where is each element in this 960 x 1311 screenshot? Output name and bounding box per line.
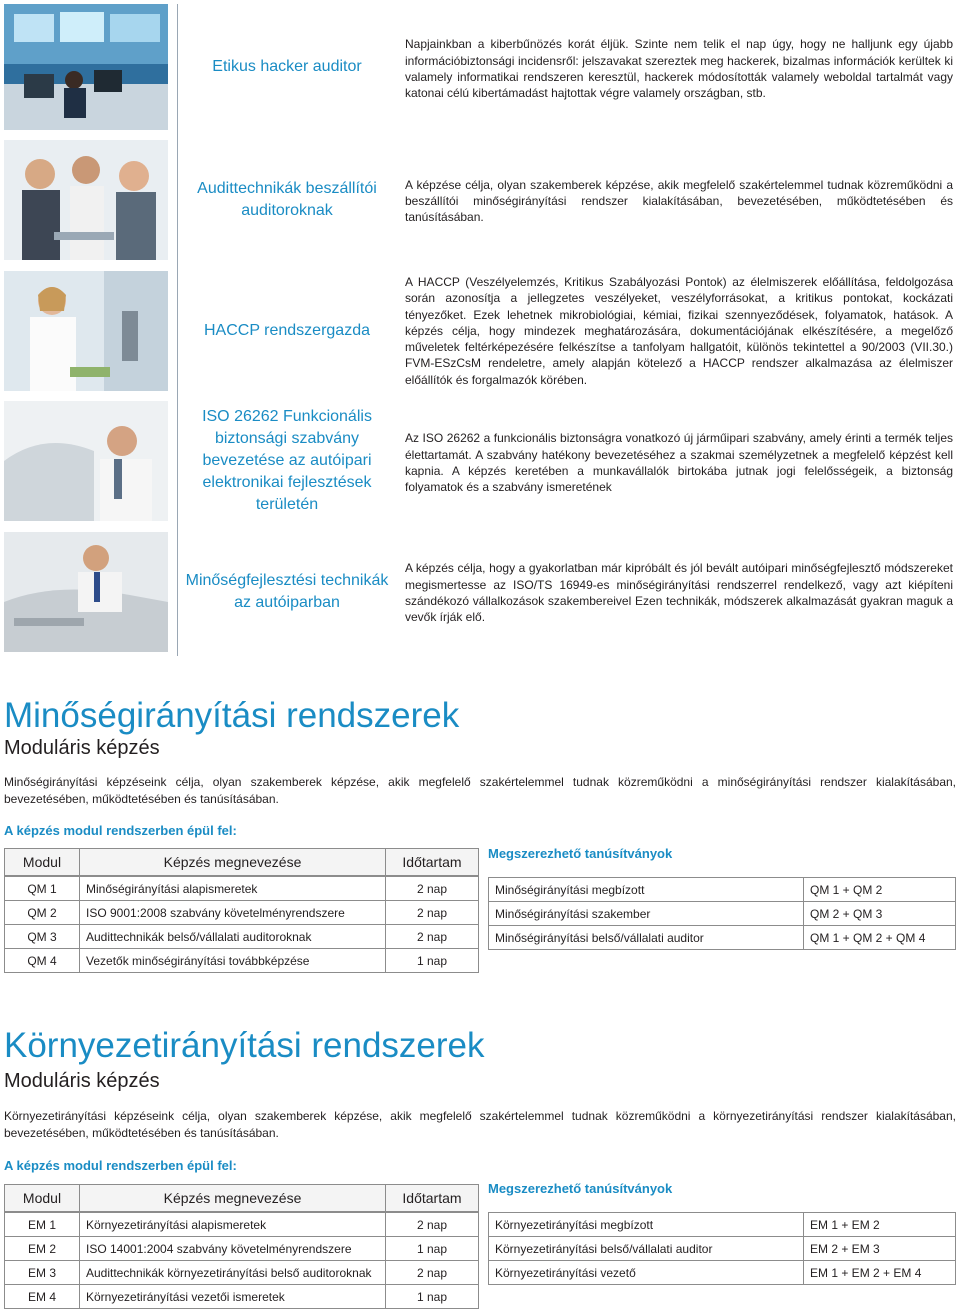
certificates-table — [488, 877, 956, 950]
module-duration: 2 nap — [386, 1212, 479, 1237]
module-duration: 2 nap — [386, 925, 479, 949]
section-title: Minőségirányítási rendszerek — [4, 696, 460, 735]
table-row — [489, 878, 956, 902]
lab-scientist-photo — [4, 271, 168, 391]
certificate-name: Minőségirányítási megbízott — [489, 878, 804, 902]
certificate-requirement: QM 1 + QM 2 — [804, 878, 956, 902]
section-intro: Minőségirányítási képzéseink célja, olyan szakemberek képzése, akik megfelelő szakértelemmel tudnak közreműködni a minőségirányítási rendszer kialakításában, bevezetésében, működtetésében és tanúsításában. — [4, 775, 956, 806]
certificates-heading: Megszerezhető tanúsítványok — [488, 846, 673, 861]
module-name: ISO 9001:2008 szabvány követelményrendszere — [80, 901, 386, 925]
certificate-requirement: QM 2 + QM 3 — [804, 902, 956, 926]
module-code: EM 2 — [5, 1237, 80, 1261]
certificate-requirement: EM 2 + EM 3 — [804, 1237, 956, 1261]
module-name: Audittechnikák belső/vállalati auditoroknak — [80, 925, 386, 949]
column-header: Időtartam — [386, 849, 479, 877]
section-title: Környezetirányítási rendszerek — [4, 1026, 485, 1065]
certificate-name: Környezetirányítási megbízott — [489, 1213, 804, 1237]
modules-table — [4, 848, 479, 973]
column-header: Modul — [5, 849, 80, 877]
certificate-requirement: EM 1 + EM 2 + EM 4 — [804, 1261, 956, 1285]
section-subtitle: Moduláris képzés — [4, 1070, 160, 1092]
table-row — [489, 1237, 956, 1261]
module-duration: 2 nap — [386, 1261, 479, 1285]
table-row — [5, 925, 479, 949]
course-description: A képzése célja, olyan szakemberek képzése, akik megfelelő szakértelemmel tudnak közreműködni a beszállítói minőségirányítási rendszer kialakításában, bevezetésében, működtetésében és tanúsításában. — [405, 177, 953, 225]
module-code: QM 1 — [5, 876, 80, 901]
certificate-name: Környezetirányítási vezető — [489, 1261, 804, 1285]
modules-heading: A képzés modul rendszerben épül fel: — [4, 823, 237, 838]
course-title: Audittechnikák beszállítói auditoroknak — [197, 180, 377, 219]
table-row — [489, 1213, 956, 1237]
business-team-photo — [4, 140, 168, 260]
table-row — [5, 1237, 479, 1261]
table-row — [5, 1212, 479, 1237]
module-code: QM 2 — [5, 901, 80, 925]
module-duration: 2 nap — [386, 901, 479, 925]
module-name: Vezetők minőségirányítási továbbképzése — [80, 949, 386, 973]
course-description: Napjainkban a kiberbűnözés korát éljük. Szinte nem telik el nap úgy, hogy ne halljunk egy újabb információbiztonsági incidensről: jelszavakat szereztek meg hackerek, bizalmas információk kerültek ki valamely informatikai rendszeren keresztül, hackerek módosították valamely weboldal tartalmát vagy katonai célú kibertámadást hajtottak végre valamely országban, stb. — [405, 37, 953, 101]
column-header: Képzés megnevezése — [80, 1185, 386, 1213]
module-code: QM 4 — [5, 949, 80, 973]
column-header: Időtartam — [386, 1185, 479, 1213]
module-name: Audittechnikák környezetirányítási belső auditoroknak — [80, 1261, 386, 1285]
table-row — [5, 876, 479, 901]
module-duration: 1 nap — [386, 1285, 479, 1309]
certificate-requirement: EM 1 + EM 2 — [804, 1213, 956, 1237]
course-description: A HACCP (Veszélyelemzés, Kritikus Szabályozási Pontok) az élelmiszerek előállítása, feldolgozása során azonosítja a jellegzetes veszélyeket, veszélyforrásokat, a kritikus pontokat, kockázati tényezőket. Ezek lehetnek mikrobiológiai, kémiai, fizikai szennyeződések, folyamatok, hatások. A képzés célja, hogy mindezek meghatározására, dokumentációjának elkészítésére, a megelőző műveletek feltérképezésére felkészítse a tanfolyam hallgatóit, különös tekintettel a 90/2003 (VII.30.) FVM-ESzCsM rendeletre, amely alapján kötelező a HACCP rendszer alkalmazása az élelmiszer előállítók és forgalmazók körében. — [405, 274, 953, 387]
course-title: Minőségfejlesztési technikák az autóiparban — [185, 572, 389, 611]
modules-table — [4, 1184, 479, 1309]
module-code: QM 3 — [5, 925, 80, 949]
module-name: Minőségirányítási alapismeretek — [80, 876, 386, 901]
certificates-heading: Megszerezhető tanúsítványok — [488, 1181, 673, 1196]
table-header-row — [5, 849, 479, 877]
module-name: Környezetirányítási alapismeretek — [80, 1212, 386, 1237]
column-header: Modul — [5, 1185, 80, 1213]
car-inspector-photo — [4, 401, 168, 521]
module-name: Környezetirányítási vezetői ismeretek — [80, 1285, 386, 1309]
module-duration: 1 nap — [386, 949, 479, 973]
module-code: EM 4 — [5, 1285, 80, 1309]
column-header: Képzés megnevezése — [80, 849, 386, 877]
control-room-photo — [4, 4, 168, 130]
course-title: ISO 26262 Funkcionális biztonsági szabvány bevezetése az autóipari elektronikai fejlesztések területén — [202, 408, 372, 513]
table-row — [489, 926, 956, 950]
module-duration: 1 nap — [386, 1237, 479, 1261]
table-row — [489, 902, 956, 926]
section-intro: Környezetirányítási képzéseink célja, olyan szakemberek képzése, akik megfelelő szakértelemmel tudnak közreműködni a környezetirányítási rendszer kialakításában, bevezetésében, működtetésében és tanúsításában. — [4, 1109, 956, 1140]
module-code: EM 1 — [5, 1212, 80, 1237]
course-title: Etikus hacker auditor — [212, 58, 362, 75]
table-row — [5, 901, 479, 925]
table-row — [5, 949, 479, 973]
course-description: Az ISO 26262 a funkcionális biztonságra vonatkozó új járműipari szabvány, amely érinti a termék teljes élettartamát. A szabvány hatékony bevezetéséhez a szakmai személyzetnek a megfelelő képzést kell kapnia. A képzés keretében a munkavállalók birtokába jutnak jogi felelősségeik, a biztonság folyamatok és a szabvány ismeretének — [405, 431, 953, 495]
certificates-table — [488, 1212, 956, 1285]
table-header-row — [5, 1185, 479, 1213]
column-divider — [177, 4, 178, 656]
certificate-name: Környezetirányítási belső/vállalati auditor — [489, 1237, 804, 1261]
module-name: ISO 14001:2004 szabvány követelményrendszere — [80, 1237, 386, 1261]
certificate-name: Minőségirányítási belső/vállalati auditor — [489, 926, 804, 950]
section-subtitle: Moduláris képzés — [4, 737, 160, 759]
module-code: EM 3 — [5, 1261, 80, 1285]
modules-heading: A képzés modul rendszerben épül fel: — [4, 1158, 237, 1173]
course-title: HACCP rendszergazda — [203, 322, 370, 339]
table-row — [5, 1285, 479, 1309]
certificate-requirement: QM 1 + QM 2 + QM 4 — [804, 926, 956, 950]
table-row — [5, 1261, 479, 1285]
course-description: A képzés célja, hogy a gyakorlatban már kipróbált és jól bevált autóipari minőségfejlesztő módszereket megismertesse az ISO/TS 16949-es minőségirányítási rendszerrel rendelkező, vagy azt kiépíteni szándékozó vállalkozások szakembereivel Ezen technikák, módszerek alkalmazását gyakran maguk a vevők írják elő. — [405, 561, 953, 625]
mechanic-car-photo — [4, 532, 168, 652]
table-row — [489, 1261, 956, 1285]
certificate-name: Minőségirányítási szakember — [489, 902, 804, 926]
module-duration: 2 nap — [386, 876, 479, 901]
